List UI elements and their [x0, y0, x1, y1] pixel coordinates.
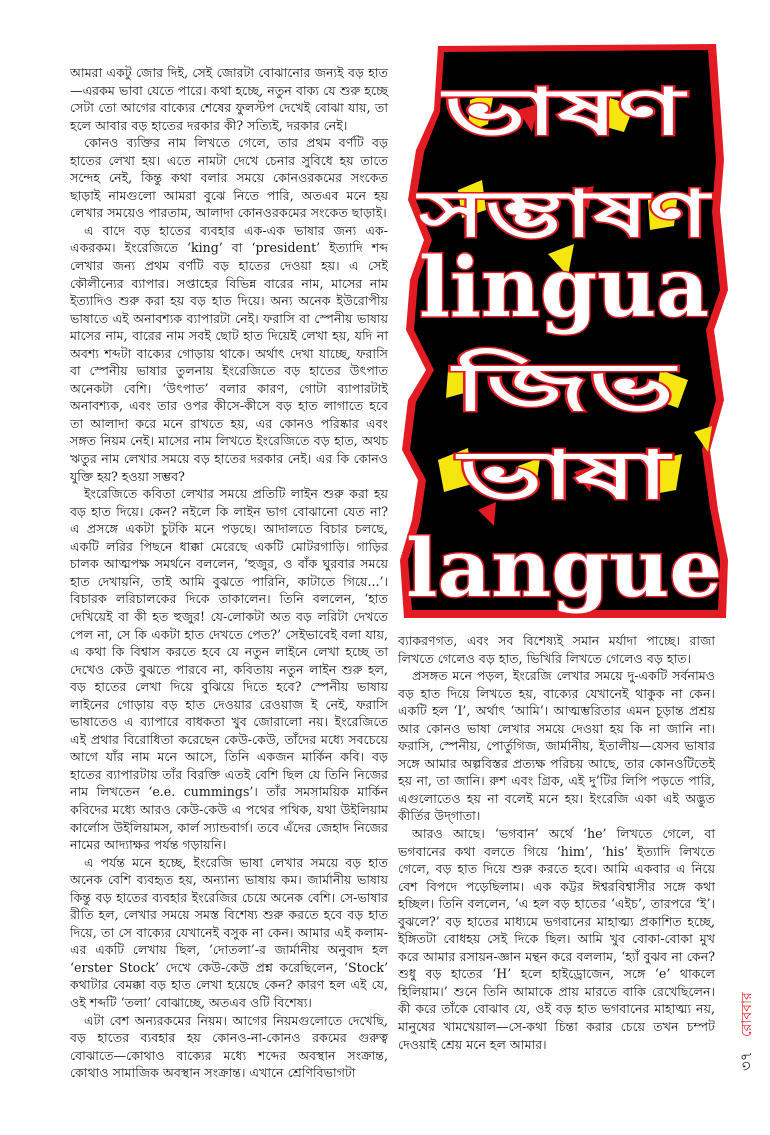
word-langue: langue — [406, 521, 722, 615]
right-column-paragraph: প্রসঙ্গত মনে পড়ল, ইংরেজি লেখার সময়ে দু-একটি সর্বনামও বড় হাত দিয়ে লিখতে হয়, বাক্যের যেখানেই থাকুক না কেন। একটি হল ‘I’, অর্থাৎ ‘আমি’। আত্মম্ভরিতার এমন চূড়ান্ত প্রশ্রয় আর কোনও ভাষা লেখার সময়ে দেওয়া হয় কি না জানি না। ফরাসি, স্পেনীয়, পোর্তুগিজ, জার্মানীয়, ইতালীয়—যেসব ভাষার সঙ্গে আমার অল্পবিস্তর প্রত্যক্ষ পরিচয় আছে, তার কোনওটিতেই হয় না, তা জানি। রুশ এবং গ্রিক, এই দু’টির লিপি পড়তে পারি, এগুলোতেও হয় না বলেই মনে হয়। ইংরেজি একা এই অদ্ভুত কীর্তির উদ্‌গাতা। — [398, 668, 715, 824]
left-column-paragraph: এ বাদে বড় হাতের ব্যবহার এক-এক ভাষার জন্য এক-একরকম। ইংরেজিতে ‘king’ বা ‘president’ ইত্যাদি শব্দ লেখার জন্য প্রথম বর্ণটি বড় হাতের দেওয়া হয়। এ সেই কৌলীন্যের ব্যাপার। সপ্তাহের বিভিন্ন বারের নাম, মাসের নাম ইত্যাদিও শুরু করা হয় বড় হাত দিয়ে। অন্য অনেক ইউরোপীয় ভাষাতে এই অনাবশ্যক ব্যাপারটা নেই। ফরাসি বা স্পেনীয় ভাষায় মাসের নাম, বারের নাম সবই ছোট হাত দিয়েই লেখা হয়, যদি না অবশ্য শব্দটা বাক্যের গোড়ায় থাকে। অর্থাৎ দেখা যাচ্ছে, ফরাসি বা স্পেনীয় ভাষার তুলনায় ইংরেজিতে বড় হাতের উৎপাত অনেকটা বেশি। ‘উৎপাত’ বলার কারণ, গোটা ব্যাপারটাই অনাবশ্যক, এবং তার ওপর কীসে-কীসে বড় হাত লাগাতে হবে তা আলাদা করে মনে রাখতে হয়, এর কোনও পরিষ্কার এবং সঙ্গত নিয়ম নেই। মাসের নাম লিখতে ইংরেজিতে বড় হাত, অথচ ঋতুর নাম লেখার সময়ে বড় হাতের দরকার নেই। এর কি কোনও যুক্তি হয়? হওয়া সম্ভব? — [70, 222, 388, 484]
left-column-paragraph: এটা বেশ অন্যরকমের নিয়ম। আগের নিয়মগুলোতে দেখেছি, বড় হাতের ব্যবহার হয় কোনও-না-কোনও রকমের গুরুত্ব বোঝাতে—কোথাও বাক্যের মধ্যে শব্দের অবস্থান সংক্রান্ত, কোথাও সামাজিক অবস্থান সংক্রান্ত। এখানে শ্রেণিবিভাগটা — [70, 1012, 388, 1081]
title-graphic — [398, 40, 730, 620]
left-column-paragraph: আমরা একটু জোর দিই, সেই জোরটা বোঝানোর জন্যই বড় হাত—এরকম ভাবা যেতে পারে। কথা হচ্ছে, নতুন বাক্য যে শুরু হচ্ছে সেটা তো আগের বাক্যের শেষের ফুলস্টপ দেখেই বোঝা যায়, তা হলে আবার বড় হাতের দরকার কী? সত্যিই, দরকার নেই। — [70, 65, 388, 133]
typographic-art — [398, 40, 730, 620]
publication-name: রোববার — [739, 992, 755, 1037]
word-sambhashan: সম্ভাষণ — [415, 177, 713, 252]
right-column-paragraph: ব্যাকরণগত, এবং সব বিশেষ্যই সমান মর্যাদা পাচ্ছে। রাজা লিখতে গেলেও বড় হাত, ভিখিরি লিখতে গেলেও বড় হাত। — [398, 633, 715, 666]
word-bhashan: ভাষণ — [440, 75, 688, 150]
page-number: ৩৭ — [737, 1051, 755, 1071]
page-footer — [727, 975, 763, 1075]
right-column-paragraph: আরও আছে। ‘ভগবান’ অর্থে ‘he’ লিখতে গেলে, বা ভগবানের কথা বলতে গিয়ে ‘him’, ‘his’ ইত্যাদি লিখতে গেলে, বড় হাত দিয়ে শুরু করতে হবে। আমি একবার এ নিয়ে বেশ বিপদে পড়েছিলাম। এক কট্টর ঈশ্বরবিশ্বাসীর সঙ্গে কথা হচ্ছিল। তিনি বললেন, ‘এ হল বড় হাতের ‘এইচ’, তারপরে ‘ই’। বুঝলে?’ বড় হাতের মাধ্যমে ভগবানের মাহাত্ম্য প্রকাশিত হচ্ছে, ইঙ্গিতটা বোধহয় সেই দিকে ছিল। আমি খুব বোকা-বোকা মুখ করে আমার রসায়ন-জ্ঞান মন্থন করে বললাম, ‘হ্যাঁ বুঝব না কেন? শুধু বড় হাতের ‘H’ হলে হাইড্রোজেন, সঙ্গে ‘e’ থাকলে হিলিয়াম।’ শুনে তিনি আমাকে প্রায় মারতে বাকি রেখেছিলেন। কী করে তাঁকে বোঝাব যে, ওই বড় হাত ভগবানের মাহাত্ম্য নয়, মানুষের খামখেয়াল—সে-কথা চিন্তা করার চেয়ে তখন চম্পট দেওয়াই শ্রেয় মনে হল আমার। — [398, 826, 715, 1052]
word-jibh: জিভ — [454, 348, 582, 426]
word-lingua: lingua — [419, 240, 709, 336]
left-column-paragraph: এ পর্যন্ত মনে হচ্ছে, ইংরেজি ভাষা লেখার সময়ে বড় হাত অনেক বেশি ব্যবহৃত হয়, অন্যান্য ভাষায় কম। জার্মানীয় ভাষায় কিন্তু বড় হাতের ব্যবহার ইংরেজির চেয়ে অনেক বেশি। সে-ভাষার রীতি হল, লেখার সময়ে সমস্ত বিশেষ্য শুরু করতে হবে বড় হাত দিয়ে, তা সে বাক্যের যেখানেই বসুক না কেন। আমার এই কলাম-এর একটি লেখায় ছিল, ‘দোতলা’-র জার্মানীয় অনুবাদ হল ‘erster Stock’ দেখে কেউ-কেউ প্রশ্ন করেছিলেন, ‘Stock’ কথাটার বেমক্কা বড় হাত লেখা হয়েছে কেন? কারণ হল এই যে, ওই শব্দটি ‘তলা’ বোঝাচ্ছে, অতএব ওটি বিশেষ্য। — [70, 854, 388, 1010]
left-article-column — [70, 64, 388, 1082]
left-column-paragraph: ইংরেজিতে কবিতা লেখার সময়ে প্রতিটি লাইন শুরু করা হয় বড় হাত দিয়ে। কেন? নইলে কি লাইন ভাগ বোঝানো যেত না? এ প্রসঙ্গে একটা চুটকি মনে পড়ছে। আদালতে বিচার চলছে, একটি লরির পিছনে ধাক্কা মেরেছে একটি মোটরগাড়ি। গাড়ির চালক আত্মপক্ষ সমর্থনে বললেন, ‘হুজুর, ও বাঁক ঘুরবার সময়ে হাত দেখায়নি, তাই আমি বুঝতে পারিনি, কাটাতে গিয়ে...’। বিচারক লরিচালকের দিকে তাকালেন। তিনি বললেন, ‘হাত দেখিয়েই বা কী হত হুজুর! যে-লোকটা অত বড় লরিটা দেখতে পেল না, সে কি একটা হাত দেখতে পেত?’ সেইভাবেই বলা যায়, এ কথা কি বিশ্বাস করতে হবে যে নতুন লাইনে লেখা হচ্ছে তা দেখেও কেউ বুঝতে পারবে না, কবিতায় নতুন লাইন শুরু হল, বড় হাতের লেখা দিয়ে বুঝিয়ে দিতে হবে? স্পেনীয় ভাষায় লাইনের গোড়ায় বড় হাত দেওয়ার রেওয়াজ ই নেই, ফরাসি ভাষাতেও এ ব্যাপারে বাধকতা খুব জোরালো নয়। ইংরেজিতে এই প্রথার বিরোধিতা করেছেন কেউ-কেউ, তাঁদের মধ্যে সবচেয়ে আগে যাঁর নাম মনে আসে, তিনি একজন মার্কিন কবি। বড় হাতের ব্যাপারটায় তাঁর বিরক্তি এতই বেশি ছিল যে তিনি নিজের নাম লিখতেন ‘e.e. cummings’। তাঁর সমসাময়িক মার্কিন কবিদের মধ্যে আরও কেউ-কেউ এ পথের পথিক, যথা উইলিয়াম কার্লোস উইলিয়ামস, কার্ল স্যান্ডবার্গ। তবে এঁদের জেহাদ নিজের নামের আদ্যাক্ষর পর্যন্ত গড়ায়নি। — [70, 486, 388, 853]
left-column-paragraph: কোনও ব্যক্তির নাম লিখতে গেলে, তার প্রথম বর্ণটি বড় হাতের লেখা হয়। এতে নামটা দেখে চেনার সুবিধে হয় তাতে সন্দেহ নেই, কিন্তু কথা বলার সময়ে কোনওরকমের সংকেত ছাড়াই নামগুলো আমরা বুঝে নিতে পারি, অতএব মনে হয় লেখার সময়েও পারতাম, আলাদা কোনওরকমের সংকেত ছাড়াই। — [70, 135, 388, 221]
footer-svg — [727, 975, 763, 1075]
word-bhasha: ভাষা — [455, 436, 674, 514]
right-article-column — [398, 632, 715, 1053]
